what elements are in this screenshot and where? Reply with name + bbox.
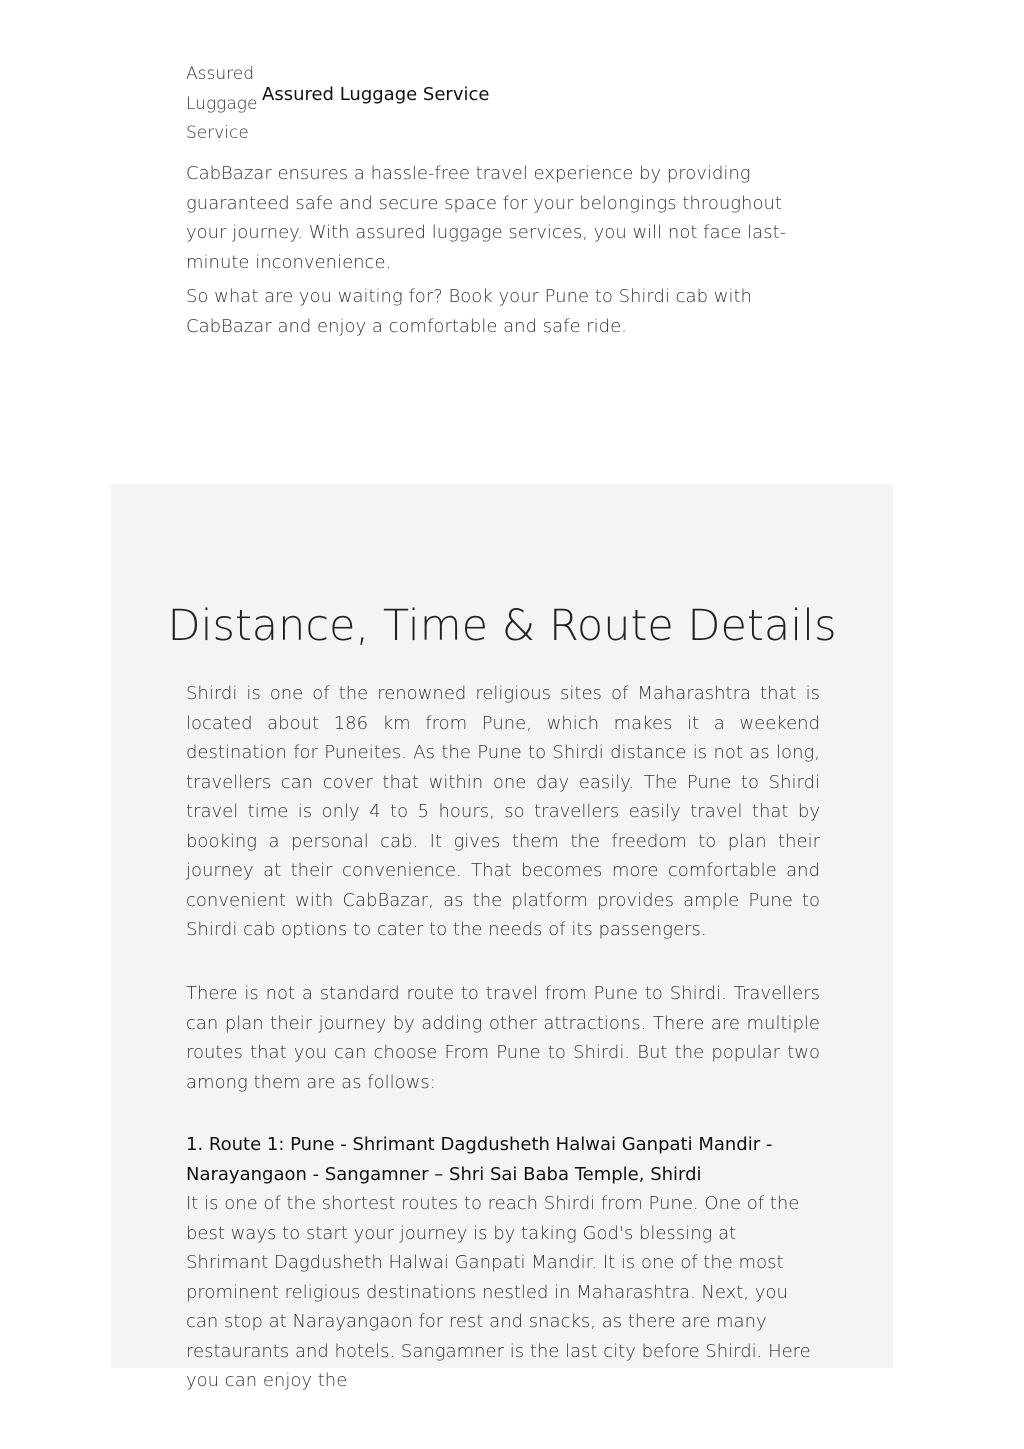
luggage-service-image-placeholder: Assured Luggage Service (186, 64, 258, 143)
distance-paragraph: Shirdi is one of the renowned religious sites of Maharashtra that is located about 186 km from Pune, which makes it a weekend destination for Puneites. As the Pune to Shirdi distance is not as long, travellers can cover that within one day easily. The Pune to Shirdi travel time is only 4 to 5 hours, so travellers easily travel that by booking a personal cab. It gives them the freedom to plan their journey at their convenience. That becomes more comfortable and convenient with CabBazar, as the platform provides ample Pune to Shirdi cab options to cater to the needs of its passengers. (186, 683, 820, 940)
feature-description: CabBazar ensures a hassle-free travel experience by providing guaranteed safe and secure space for your belongings throughout your journey. With assured luggage services, you will not face last-minute inconvenience. (186, 163, 787, 273)
call-to-action-text: So what are you waiting for? Book your Pune to Shirdi cab with CabBazar and enjoy a comfortable and safe ride. (186, 286, 752, 337)
route-1-description: It is one of the shortest routes to reach Shirdi from Pune. One of the best ways to start your journey is by taking God's blessing at Shrimant Dagdusheth Halwai Ganpati Mandir. It is one of the most prominent religious destinations nestled in Maharashtra. Next, you can stop at Narayangaon for rest and snacks, as there are many restaurants and hotels. Sangamner is the last city before Shirdi. Here you can enjoy the (186, 1193, 811, 1391)
route-1-title: 1. Route 1: Pune - Shrimant Dagdusheth Halwai Ganpati Mandir - Narayangaon - Sangamner – Shri Sai Baba Temple, Shirdi (186, 1134, 773, 1185)
routes-intro-paragraph: There is not a standard route to travel from Pune to Shirdi. Travellers can plan their journey by adding other attractions. There are multiple routes that you can choose From Pune to Shirdi. But the popular two among them are as follows: (186, 983, 820, 1093)
section-title: Distance, Time & Route Details (167, 601, 837, 651)
feature-heading: Assured Luggage Service (262, 84, 490, 105)
